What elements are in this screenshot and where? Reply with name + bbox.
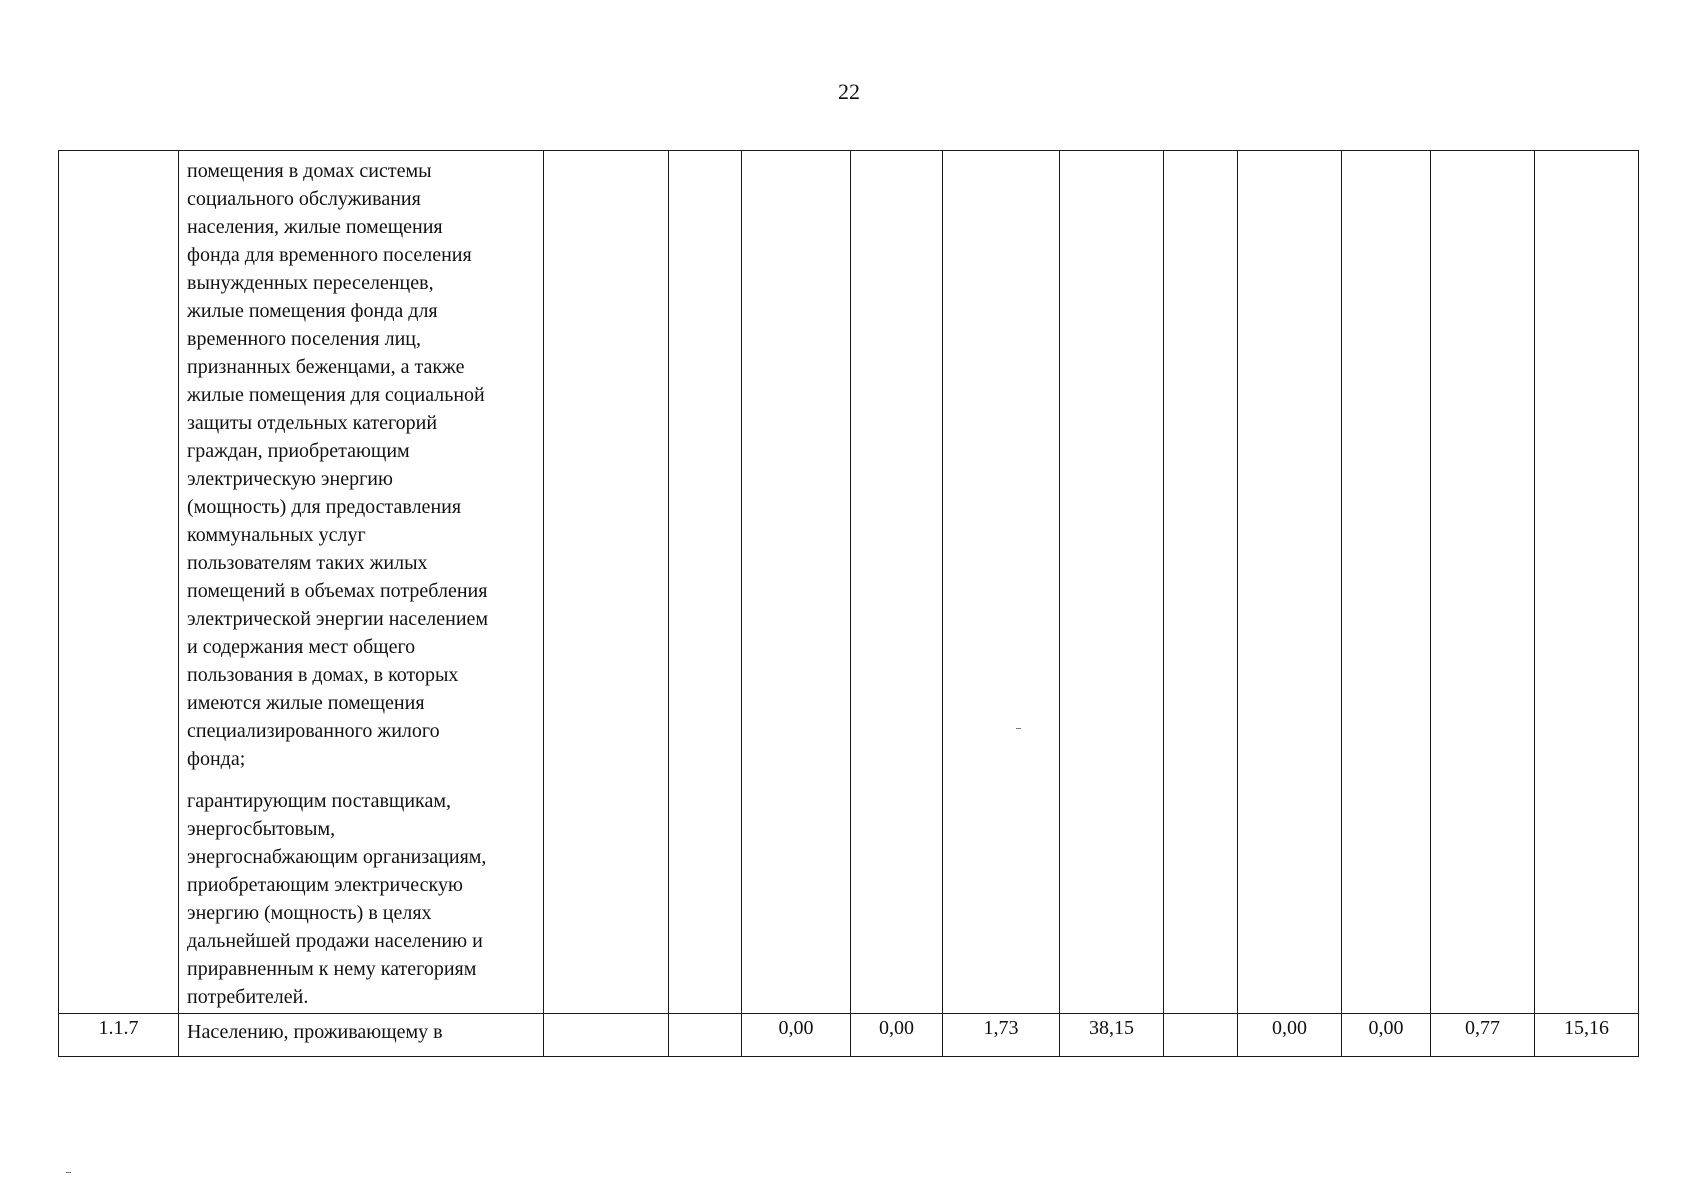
table-row bbox=[59, 151, 1639, 1014]
value-cell bbox=[851, 151, 943, 1014]
value-cell bbox=[669, 1014, 742, 1057]
tariff-table bbox=[58, 150, 1639, 1057]
value-cell bbox=[1342, 151, 1431, 1014]
value-cell: 0,77 bbox=[1431, 1014, 1535, 1057]
value-cell bbox=[1238, 151, 1342, 1014]
code-cell: 1.1.7 bbox=[59, 1014, 179, 1057]
value-cell: 1,73 bbox=[943, 1014, 1060, 1057]
value-cell bbox=[1431, 151, 1535, 1014]
value-cell: 0,00 bbox=[742, 1014, 851, 1057]
value-cell: 0,00 bbox=[1238, 1014, 1342, 1057]
scan-speck bbox=[66, 1172, 71, 1173]
value-cell bbox=[1535, 151, 1639, 1014]
page-number: 22 bbox=[838, 79, 860, 104]
value-cell bbox=[742, 151, 851, 1014]
value-cell bbox=[544, 151, 669, 1014]
value-cell bbox=[1164, 151, 1238, 1014]
code-cell bbox=[59, 151, 179, 1014]
value-cell: 0,00 bbox=[851, 1014, 943, 1057]
scan-speck bbox=[1016, 728, 1021, 729]
description-paragraph: помещения в домах системы социального обслуживания населения, жилые помещения фонда для временного поселения вынужденных переселенцев, жилые помещения фонда для временного поселения лиц, признанных беженцами, а также жилые помещения для социальной защиты отдельных категорий граждан, приобретающим электрическую энергию (мощность) для предоставления коммунальных услуг пользователям таких жилых помещений в объемах потребления электрической энергии населением и содержания мест общего пользования в домах, в которых имеются жилые помещения специализированного жилого фонда; bbox=[187, 160, 489, 770]
value-cell: 0,00 bbox=[1342, 1014, 1431, 1057]
description-cell bbox=[179, 1014, 544, 1057]
table-row bbox=[59, 1014, 1639, 1057]
description-paragraph: гарантирующим поставщикам, энергосбытовым, энергоснабжающим организациям, приобретающим электрическую энергию (мощность) в целях дальнейшей продажи населению и приравненным к нему категориям потребителей. bbox=[187, 790, 487, 1008]
value-cell bbox=[544, 1014, 669, 1057]
value-cell bbox=[1164, 1014, 1238, 1057]
description-paragraph: Населению, проживающему в bbox=[187, 1021, 443, 1043]
value-cell bbox=[1060, 151, 1164, 1014]
value-cell: 15,16 bbox=[1535, 1014, 1639, 1057]
value-cell: 38,15 bbox=[1060, 1014, 1164, 1057]
description-cell bbox=[179, 151, 544, 1014]
value-cell bbox=[943, 151, 1060, 1014]
value-cell bbox=[669, 151, 742, 1014]
